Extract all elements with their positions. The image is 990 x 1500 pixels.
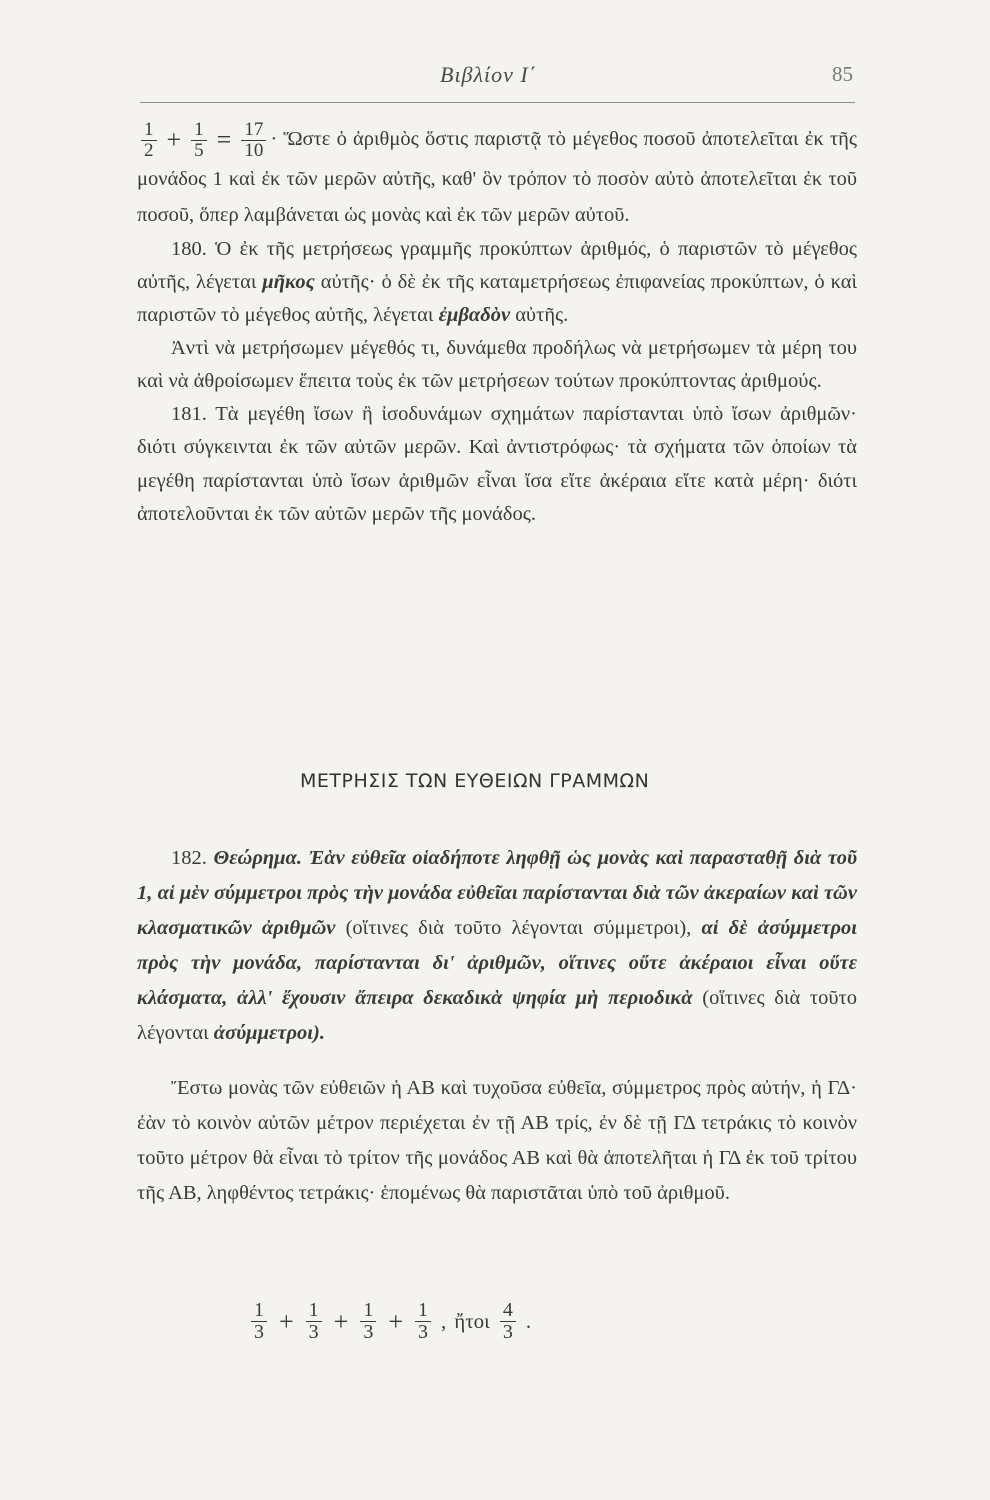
fraction-one-fifth: $\frac{1}{5}$ [191,120,207,161]
fraction-seventeen-tenths: $\frac{17}{10}$ [241,120,266,161]
body-text-lower [137,820,857,1232]
term-mikos: μῆκος [262,270,315,293]
fraction-third-4: $\frac{1}{3}$ [415,1300,431,1343]
equals-sign: = [216,125,232,155]
intro-text: · Ὥστε ὁ ἀριθμὸς ὅστις παριστᾷ τὸ μέγεθος ποσοῦ ἀποτελεῖται ἐκ τῆς μονάδος 1 καὶ ἐκ τῶν μερῶν αὐτῆς, καθ' ὃν τρόπον τὸ ποσὸν αὐτὸ ἀποτελεῖται ἐκ τοῦ ποσοῦ, ὅπερ λαμβάνεται ὡς μονὰς καὶ ἐκ τῶν μερῶν αὐτοῦ. [137,128,857,226]
fraction-one-half: $\frac{1}{2}$ [141,120,157,161]
paragraph-anti: Ἀντὶ νὰ μετρήσωμεν μέγεθός τι, δυνάμεθα προδήλως νὰ μετρήσωμεν τὰ μέρη του καὶ νὰ ἀθροίσωμεν ἔπειτα τοὺς ἐκ τῶν μετρήσεων τούτων προκύπτοντας ἀριθμούς. [137,337,857,393]
theorem-statement-2: αἱ δὲ ἀσύμμετροι πρὸς τὴν μονάδα, παρίστανται δι' ἀριθμῶν, οἵτινες οὔτε ἀκέραιοι εἶναι οὔτε κλάσματα, ἀλλ' ἔχουσιν ἄπειρα δεκαδικὰ ψηφία μὴ περιοδικὰ [137,916,857,1009]
theorem-statement-1: Ἐὰν εὐθεῖα οἱαδήποτε ληφθῇ ὡς μονὰς καὶ παρασταθῇ διὰ τοῦ 1, αἱ μὲν σύμμετροι πρὸς τὴν μονάδα εὐθεῖαι παρίστανται διὰ τῶν ἀκεραίων καὶ τῶν κλασματικῶν ἀριθμῶν [137,846,858,939]
running-head [140,62,855,103]
plus-sign: + [166,125,182,155]
fraction-third-1: $\frac{1}{3}$ [251,1300,267,1343]
fraction-third-3: $\frac{1}{3}$ [360,1300,376,1343]
term-asymmetroi: ἀσύμμετροι). [213,1021,325,1044]
term-emvadon: ἐμβαδὸν [438,304,511,327]
fraction-four-thirds: $\frac{4}{3}$ [500,1300,516,1343]
paragraph-esto: Ἔστω μονὰς τῶν εὐθειῶν ἡ ΑΒ καὶ τυχοῦσα εὐθεῖα, σύμμετρος πρὸς αὐτήν, ἡ ΓΔ· ἐὰν τὸ κοινὸν αὐτῶν μέτρον περιέχεται ἐν τῇ ΑΒ τρίς, ἐν δὲ τῇ ΓΔ τετράκις τὸ κοινὸν τοῦτο μέτρον θὰ εἶναι τὸ τρίτον τῆς μονάδος ΑΒ καὶ θὰ ἀποτελῆται ἡ ΓΔ ἐκ τοῦ τρίτου τῆς ΑΒ, ληφθέντος τετράκις· ἑπομένως θὰ παριστᾶται ὑπὸ τοῦ ἀριθμοῦ. [137,1077,857,1204]
section-heading: ΜΕΤΡΗΣΙΣ ΤΩΝ ΕΥΘΕΙΩΝ ΓΡΑΜΜΩΝ [300,770,650,792]
body-text-upper [137,120,857,531]
sum-of-thirds-equation [245,1300,765,1370]
theorem-label: Θεώρημα. [213,846,303,869]
running-head-title: Βιβλίον Ι΄ [440,62,538,87]
paragraph-182: 182. Θεώρημα. Ἐὰν εὐθεῖα οἱαδήποτε ληφθῇ ὡς μονὰς καὶ παρασταθῇ διὰ τοῦ 1, αἱ μὲν σύμμετροι πρὸς τὴν μονάδα εὐθεῖαι παρίστανται διὰ τῶν ἀκεραίων καὶ τῶν κλασματικῶν ἀριθμῶν (οἵτινες διὰ τοῦτο λέγονται σύμμετροι), αἱ δὲ ἀσύμμετροι πρὸς τὴν μονάδα, παρίστανται δι' ἀριθμῶν, οἵτινες οὔτε ἀκέραιοι εἶναι οὔτε κλάσματα, ἀλλ' ἔχουσιν ἄπειρα δεκαδικὰ ψηφία μὴ περιοδικὰ (οἵτινες διὰ τοῦτο λέγονται ἀσύμμετροι). [137,846,858,1044]
intro-paragraph [137,120,857,233]
paragraph-180: 180. Ὁ ἐκ τῆς μετρήσεως γραμμῆς προκύπτων ἀριθμός, ὁ παριστῶν τὸ μέγεθος αὐτῆς, λέγεται μῆκος αὐτῆς· ὁ δὲ ἐκ τῆς καταμετρήσεως ἐπιφανείας προκύπτων, ὁ καὶ παριστῶν τὸ μέγεθος αὐτῆς, λέγεται ἐμβαδὸν αὐτῆς. [137,237,857,327]
plus-sign: + [388,1306,404,1336]
plus-sign: + [333,1306,349,1336]
page-number: 85 [832,62,853,86]
period: . [525,1309,532,1333]
fraction-third-2: $\frac{1}{3}$ [306,1300,322,1343]
word-eitoi: ἤτοι [454,1309,490,1333]
paragraph-181: 181. Τὰ μεγέθη ἴσων ἢ ἰσοδυνάμων σχημάτων παρίστανται ὑπὸ ἴσων ἀριθμῶν· διότι σύγκεινται ἐκ τῶν αὐτῶν μερῶν. Καὶ ἀντιστρόφως· τὰ σχήματα τῶν ὁποίων τὰ μεγέθη παρίστανται ὑπὸ ἴσων ἀριθμῶν εἶναι ἴσα εἴτε ἀκέραια εἴτε κατὰ μέρη· διότι ἀποτελοῦνται ἐκ τῶν αὐτῶν μερῶν τῆς μονάδος. [137,403,857,525]
plus-sign: + [279,1306,294,1336]
comma: , [441,1309,447,1333]
